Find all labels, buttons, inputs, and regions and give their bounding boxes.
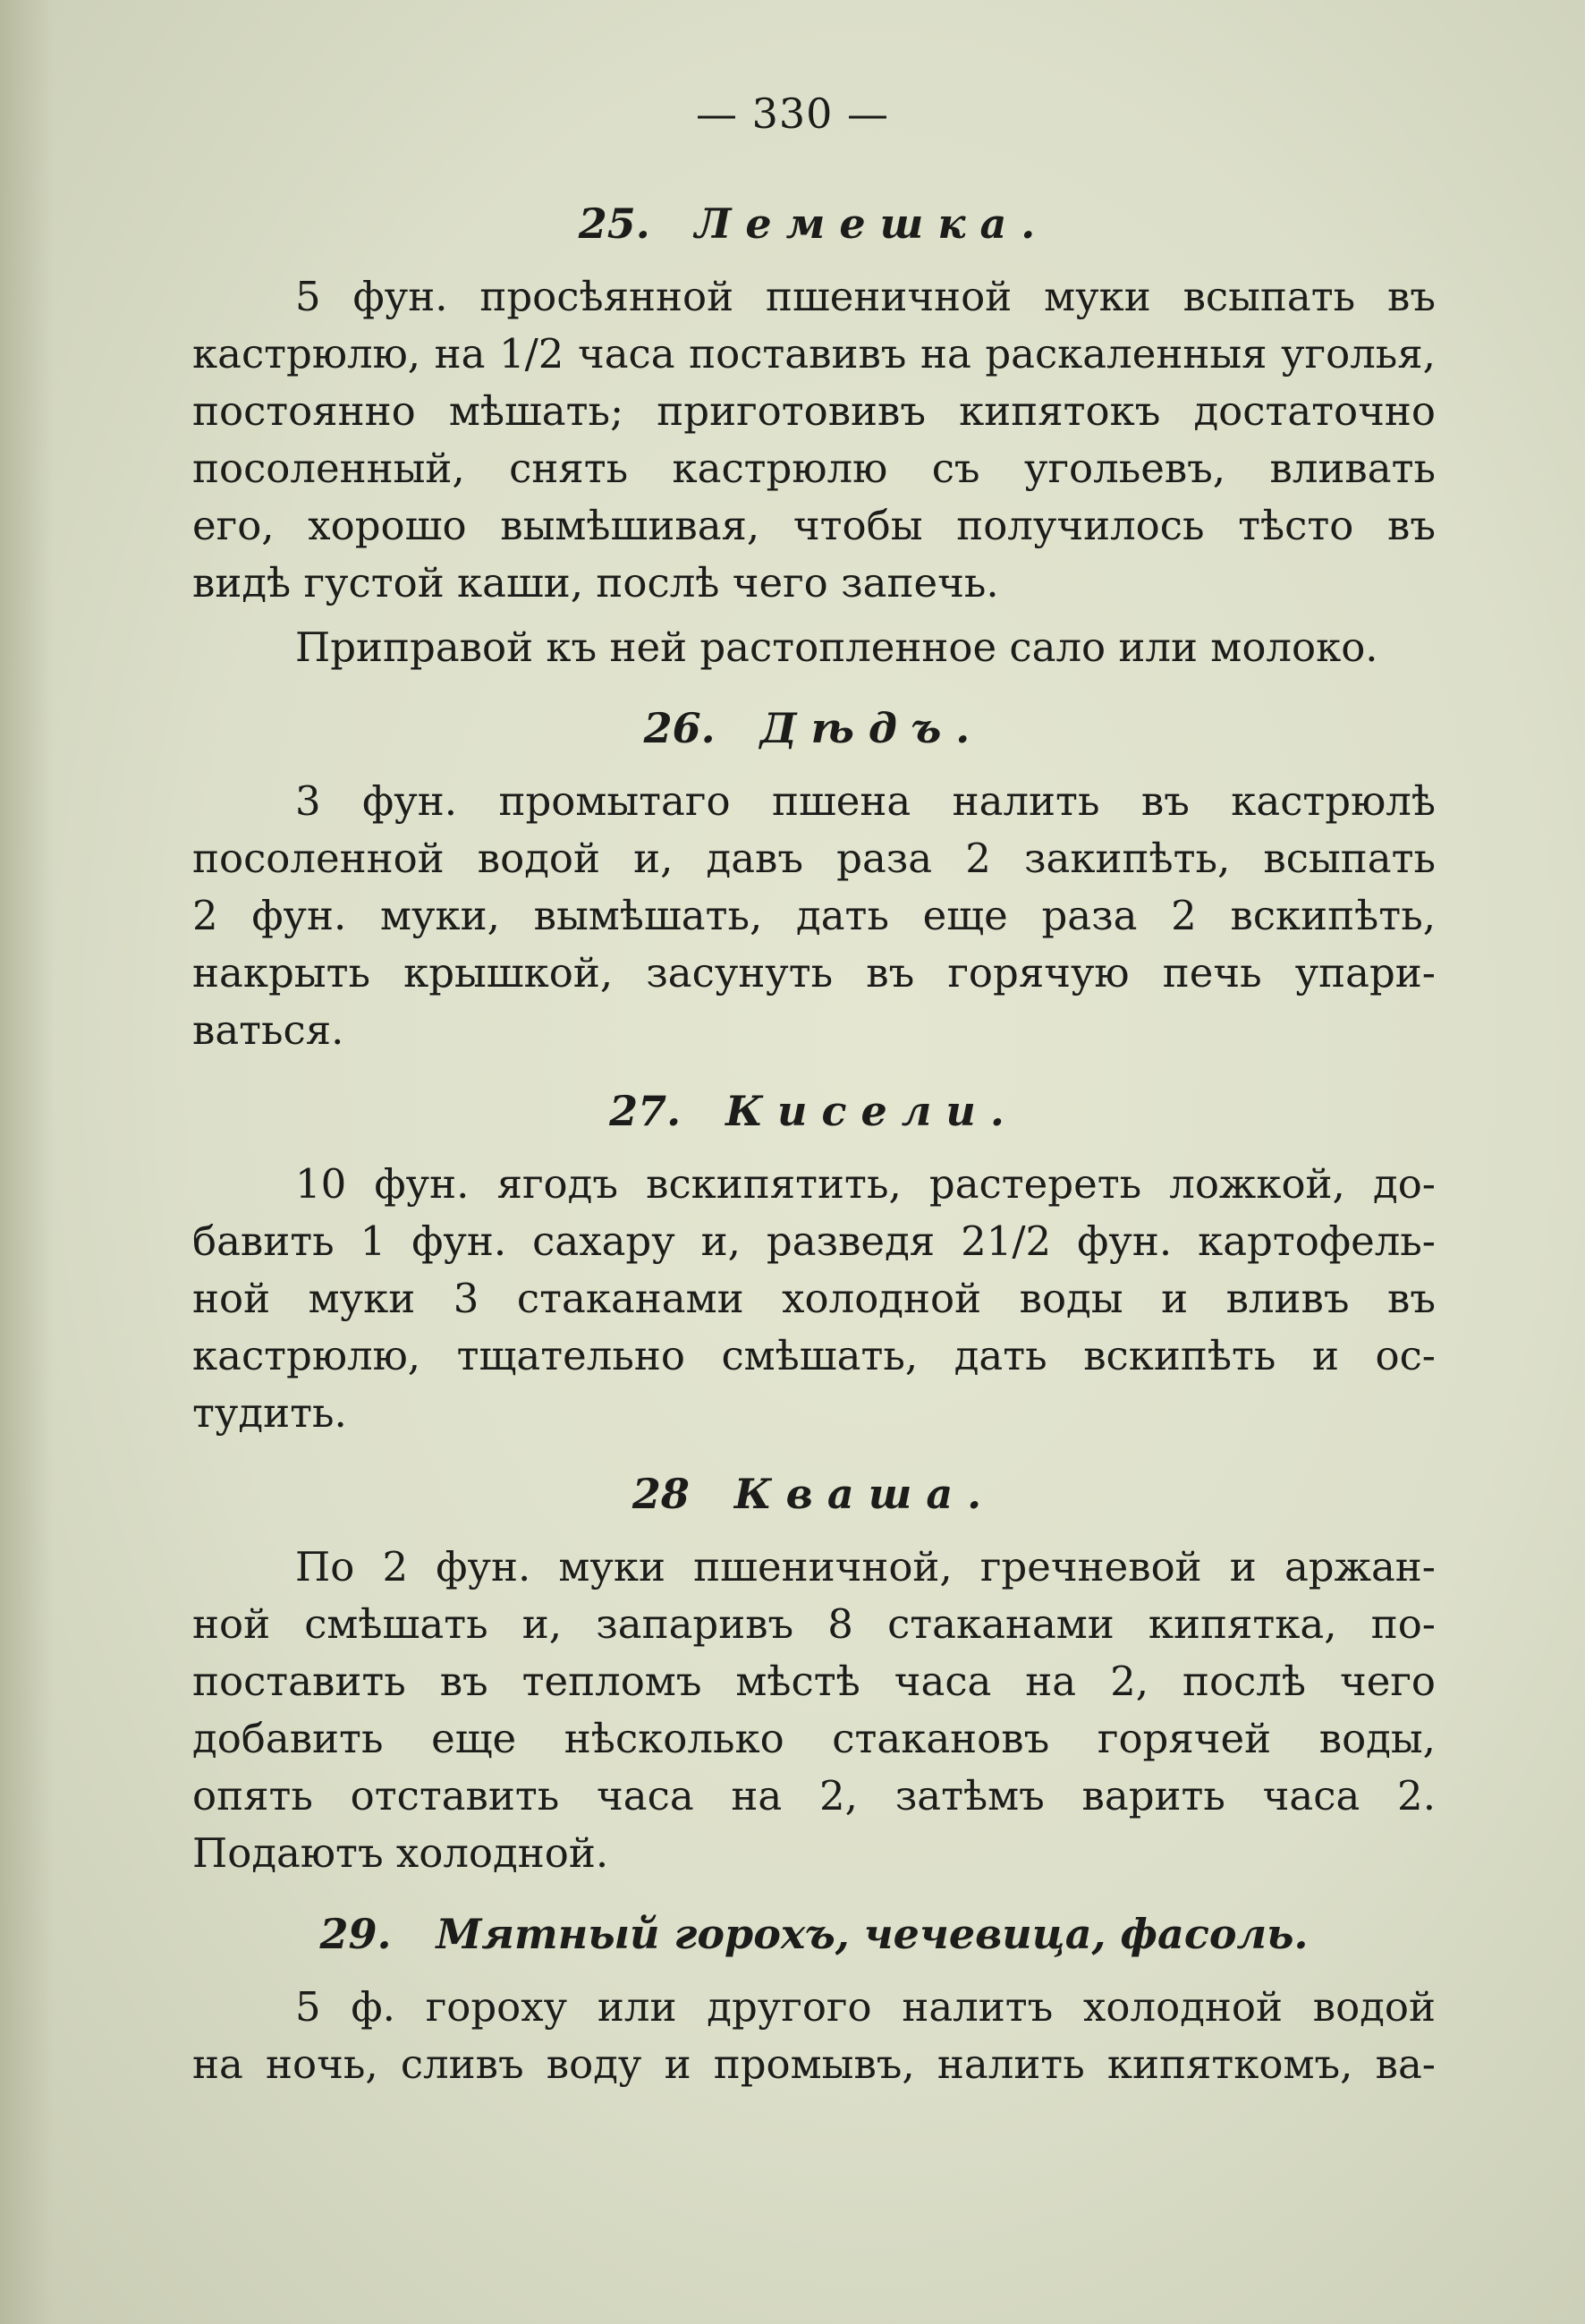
text-line: Подаютъ холодной. bbox=[192, 1829, 609, 1877]
recipe-heading-26 bbox=[192, 683, 1436, 773]
recipe-paragraph bbox=[192, 773, 1436, 1059]
recipe-paragraph bbox=[192, 1979, 1436, 2093]
recipe-number: 29. bbox=[319, 1910, 392, 1958]
text-line: на ночь, сливъ воду и промывъ, налить кипяткомъ, ва- bbox=[192, 2040, 1436, 2088]
recipe-paragraph bbox=[192, 619, 1436, 676]
text-line: ваться. bbox=[192, 1006, 344, 1054]
recipe-heading-29 bbox=[192, 1889, 1436, 1979]
text-line: бавить 1 фун. сахару и, разведя 21/2 фун. картофель- bbox=[192, 1217, 1436, 1265]
recipe-title: Мятный горохъ, чечевица, фасоль. bbox=[436, 1910, 1309, 1958]
text-line: кастрюлю, на 1/2 часа поставивъ на раскаленныя уголья, bbox=[192, 330, 1436, 377]
recipe-heading-25 bbox=[192, 179, 1436, 268]
recipe-paragraph bbox=[192, 268, 1436, 612]
recipe-paragraph bbox=[192, 1539, 1436, 1882]
recipe-number: 26. bbox=[643, 704, 716, 752]
recipe-title: Дѣдъ. bbox=[759, 704, 985, 752]
recipe-number: 25. bbox=[578, 199, 650, 248]
text-line: По 2 фун. муки пшеничной, гречневой и аржан- bbox=[295, 1543, 1436, 1590]
recipe-title: Кисели. bbox=[725, 1087, 1019, 1135]
text-line: 5 фун. просѣянной пшеничной муки всыпать въ bbox=[295, 273, 1436, 320]
text-line: кастрюлю, тщательно смѣшать, дать вскипѣть и ос- bbox=[192, 1332, 1436, 1379]
recipe-heading-28 bbox=[192, 1449, 1436, 1539]
text-line: накрыть крышкой, засунуть въ горячую печь упари- bbox=[192, 949, 1436, 997]
text-line: посоленный, снять кастрюлю съ угольевъ, вливать bbox=[192, 445, 1436, 492]
page-content bbox=[192, 179, 1436, 2100]
text-line: его, хорошо вымѣшивая, чтобы получилось тѣсто въ bbox=[192, 502, 1436, 549]
text-line: опять отставить часа на 2, затѣмъ варить часа 2. bbox=[192, 1772, 1436, 1819]
recipe-number: 27. bbox=[609, 1087, 682, 1135]
text-line: поставить въ тепломъ мѣстѣ часа на 2, послѣ чего bbox=[192, 1658, 1436, 1705]
recipe-title: Лемешка. bbox=[694, 199, 1050, 248]
text-line: ной смѣшать и, запаривъ 8 стаканами кипятка, по- bbox=[192, 1600, 1436, 1648]
page-number: — 330 — bbox=[695, 89, 890, 138]
recipe-paragraph bbox=[192, 1156, 1436, 1442]
text-line: 5 ф. гороху или другого налитъ холодной водой bbox=[295, 1983, 1436, 2031]
text-line: 3 фун. промытаго пшена налить въ кастрюлѣ bbox=[295, 777, 1436, 825]
recipe-title: Кваша. bbox=[733, 1470, 996, 1518]
recipe-number: 28 bbox=[631, 1470, 690, 1518]
text-line: постоянно мѣшать; приготовивъ кипятокъ достаточно bbox=[192, 387, 1436, 435]
text-line: посоленной водой и, давъ раза 2 закипѣть, всыпать bbox=[192, 835, 1436, 882]
text-line: тудить. bbox=[192, 1389, 347, 1437]
text-line: 2 фун. муки, вымѣшать, дать еще раза 2 вскипѣть, bbox=[192, 892, 1436, 939]
recipe-heading-27 bbox=[192, 1066, 1436, 1156]
text-line: Приправой къ ней растопленное сало или молоко. bbox=[295, 623, 1378, 671]
text-line: добавить еще нѣсколько стакановъ горячей воды, bbox=[192, 1715, 1436, 1762]
text-line: ной муки 3 стаканами холодной воды и вливъ въ bbox=[192, 1275, 1436, 1322]
text-line: 10 фун. ягодъ вскипятить, растереть ложкой, до- bbox=[295, 1160, 1436, 1208]
text-line: видѣ густой каши, послѣ чего запечь. bbox=[192, 559, 999, 606]
